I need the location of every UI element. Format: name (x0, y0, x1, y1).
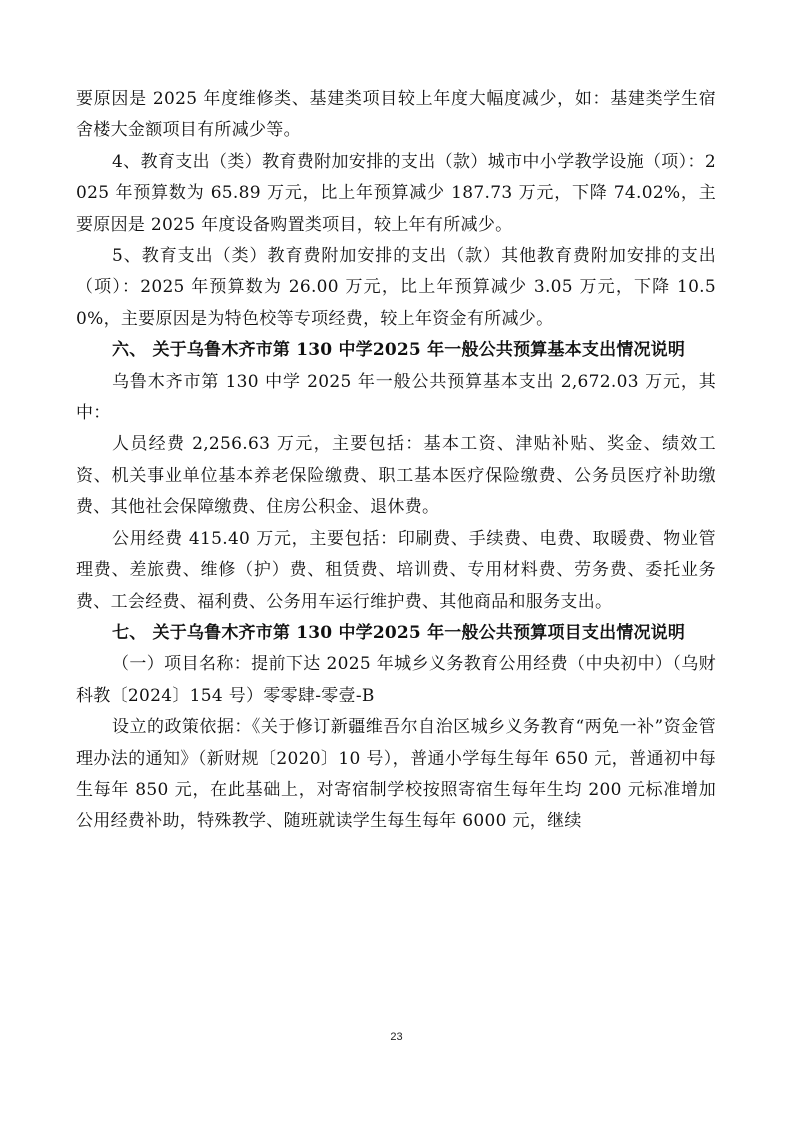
paragraph-project-name: （一）项目名称：提前下达 2025 年城乡义务教育公用经费（中央初中）（乌财科教〔2024〕154 号）零零肆-零壹-B (76, 654, 716, 706)
document-body (76, 84, 716, 838)
paragraph-item-5: 5、教育支出（类）教育费附加安排的支出（款）其他教育费附加安排的支出（项）：2025 年预算数为 26.00 万元，比上年预算减少 3.05 万元，下降 10.50%，主要原因是为特色校等专项经费，较上年资金有所减少。 (76, 246, 716, 329)
paragraph-item-4: 4、教育支出（类）教育费附加安排的支出（款）城市中小学教学设施（项）：2025 年预算数为 65.89 万元，比上年预算减少 187.73 万元，下降 74.02%，主要原因是 2025 年度设备购置类项目，较上年有所减少。 (76, 151, 716, 235)
paragraph-policy-basis: 设立的政策依据：《关于修订新疆维吾尔自治区城乡义务教育“两免一补”资金管理办法的通知》（新财规〔2020〕10 号），普通小学每生每年 650 元，普通初中每生每年 850 元，在此基础上，对寄宿制学校按照寄宿生每年生均 200 元标准增加公用经费补助，特殊教学、随班就读学生每生每年 6000 元，继续 (76, 717, 716, 832)
paragraph-personnel-costs: 人员经费 2,256.63 万元，主要包括：基本工资、津贴补贴、奖金、绩效工资、机关事业单位基本养老保险缴费、职工基本医疗保险缴费、公务员医疗补助缴费、其他社会保障缴费、住房公积金、退休费。 (76, 434, 716, 518)
paragraph-public-costs: 公用经费 415.40 万元，主要包括：印刷费、手续费、电费、取暖费、物业管理费、差旅费、维修（护）费、租赁费、培训费、专用材料费、劳务费、委托业务费、工会经费、福利费、公务用车运行维护费、其他商品和服务支出。 (76, 528, 716, 612)
section-heading-6: 六、 关于乌鲁木齐市第 130 中学2025 年一般公共预算基本支出情况说明 (112, 340, 686, 361)
section-heading-7: 七、 关于乌鲁木齐市第 130 中学2025 年一般公共预算项目支出情况说明 (112, 622, 686, 643)
paragraph-basic-expenditure: 乌鲁木齐市第 130 中学 2025 年一般公共预算基本支出 2,672.03 万元，其中： (76, 371, 716, 424)
paragraph-1: 要原因是 2025 年度维修类、基建类项目较上年度大幅度减少，如：基建类学生宿舍楼大金额项目有所减少等。 (76, 89, 716, 141)
page-number: 23 (390, 1031, 403, 1043)
